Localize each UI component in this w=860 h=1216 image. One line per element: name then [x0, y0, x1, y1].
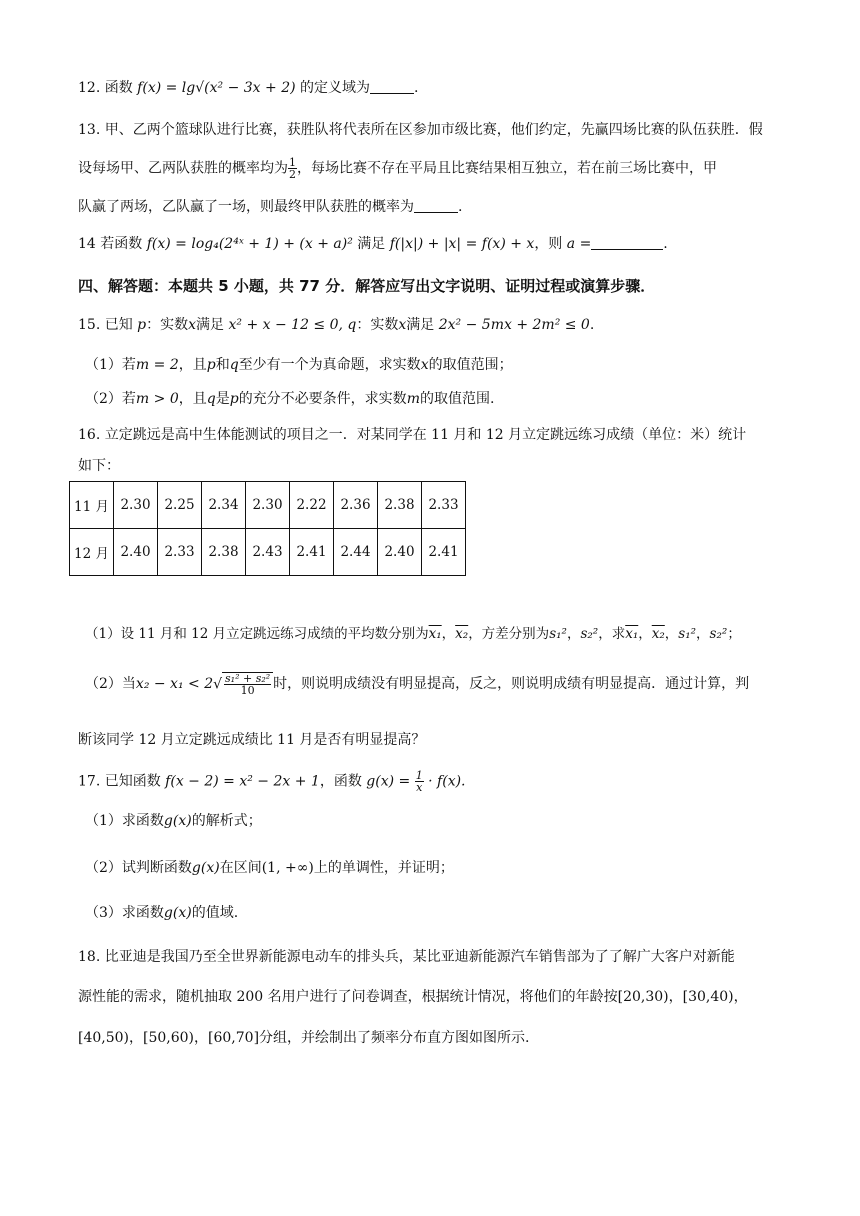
formula: s₂² — [580, 626, 599, 642]
variable: x — [420, 357, 429, 373]
formula: m > 0 — [135, 391, 179, 407]
punctuation: ， — [566, 626, 581, 642]
table-cell: 2.25 — [158, 482, 202, 529]
question-text: 的定义域为 — [300, 80, 371, 96]
fraction-numerator: 1 — [415, 769, 423, 782]
question-text: 是 — [215, 391, 230, 407]
question-text: 在区间 — [219, 860, 262, 876]
formula: g(x) — [163, 905, 192, 921]
variable: q — [229, 357, 239, 373]
variable: m — [406, 391, 420, 407]
fraction-numerator: s₁² + s₂² — [225, 672, 271, 685]
fraction-denominator: 10 — [240, 684, 255, 697]
question-15 — [78, 315, 594, 335]
table-row — [70, 482, 466, 529]
question-text: ，函数 — [319, 773, 362, 790]
formula: x² + x − 12 ≤ 0, q — [228, 317, 357, 333]
question-text: . — [589, 317, 595, 333]
question-text: 的值域. — [191, 905, 239, 921]
formula: g(x) = — [366, 773, 411, 790]
question-text: 若函数 — [100, 236, 143, 252]
square-root: √ $\frac{\text{s₁² + s₂²}}{10}$ — [213, 672, 273, 696]
question-text: 的取值范围. — [419, 391, 495, 407]
question-text: 的取值范围； — [428, 357, 513, 373]
question-16-part-2 — [85, 672, 749, 696]
question-13-line-2 — [78, 157, 717, 180]
table-cell: 2.41 — [290, 529, 334, 576]
table-cell: 2.33 — [158, 529, 202, 576]
formula: [30,40) — [682, 989, 734, 1005]
question-text: （2）当 — [85, 676, 136, 692]
formula: s₁² — [549, 626, 567, 642]
question-text: 的充分不必要条件，求实数 — [238, 391, 407, 407]
formula: g(x) — [191, 860, 220, 876]
question-18-line-1: 18. 比亚迪是我国乃至全世界新能源电动车的排头兵，某比亚迪新能源汽车销售部为了了解广大客户对新能 — [78, 949, 735, 965]
formula: x₁ — [428, 626, 442, 642]
formula: [50,60) — [143, 1030, 195, 1046]
table-cell: 2.40 — [114, 529, 158, 576]
fraction — [224, 673, 271, 696]
question-text: 的解析式； — [191, 813, 262, 829]
formula: [20,30) — [617, 989, 669, 1005]
answer-blank — [591, 235, 663, 250]
formula: f(x − 2) = x² − 2x + 1 — [165, 773, 320, 790]
question-text: （3）求函数 — [85, 905, 164, 921]
question-17-part-3 — [85, 903, 238, 923]
answer-blank — [414, 198, 458, 213]
fraction — [288, 157, 297, 180]
question-text: 时，则说明成绩没有明显提高，反之，则说明成绩有明显提高．通过计算，判 — [273, 676, 750, 692]
variable: p — [137, 317, 147, 333]
question-16-part-1 — [85, 624, 741, 644]
punctuation: ， — [194, 1030, 209, 1046]
question-text: 和 — [215, 357, 230, 373]
table-cell: 2.41 — [422, 529, 466, 576]
table-cell: 2.22 — [290, 482, 334, 529]
question-text: 函数 — [104, 80, 133, 96]
scores-table — [69, 481, 466, 576]
question-17-part-2 — [85, 858, 454, 878]
question-text: （2）若 — [85, 391, 136, 407]
question-text: 满足 — [357, 236, 386, 252]
punctuation: ； — [727, 626, 741, 642]
formula: · f(x). — [428, 773, 466, 790]
question-text: （1）若 — [85, 357, 136, 373]
fraction-denominator: 2 — [289, 168, 296, 181]
question-text: （1）求函数 — [85, 813, 164, 829]
formula: s₂² — [709, 626, 728, 642]
formula: x₂ − x₁ < 2 — [135, 676, 214, 692]
question-text: 17. 已知函数 — [78, 773, 161, 790]
row-label: 12 月 — [70, 529, 114, 576]
formula: 2x² − 5mx + 2m² ≤ 0 — [438, 317, 590, 333]
question-13-line-1: 13. 甲、乙两个篮球队进行比赛，获胜队将代表所在区参加市级比赛，他们约定，先赢四场比赛的队伍获胜．假 — [78, 122, 763, 138]
question-text: 源性能的需求，随机抽取 200 名用户进行了问卷调查，根据统计情况，将他们的年龄按 — [78, 989, 618, 1005]
table-cell: 2.38 — [202, 529, 246, 576]
question-17-part-1 — [85, 811, 262, 831]
punctuation: ， — [733, 989, 748, 1005]
question-text: 15. 已知 — [78, 317, 133, 333]
formula: m = 2 — [135, 357, 179, 373]
question-17 — [78, 770, 466, 793]
table-cell: 2.34 — [202, 482, 246, 529]
table-cell: 2.33 — [422, 482, 466, 529]
table-cell: 2.44 — [334, 529, 378, 576]
formula: f(|x|) + |x| = f(x) + x — [389, 236, 535, 252]
punctuation: ， — [129, 1030, 144, 1046]
table-cell: 2.36 — [334, 482, 378, 529]
table-cell: 2.38 — [378, 482, 422, 529]
question-text: ，且 — [178, 391, 207, 407]
formula: f(x) = lg√(x² − 3x + 2) — [137, 80, 296, 96]
question-number: 14 — [78, 236, 96, 252]
formula: g(x) — [163, 813, 192, 829]
punctuation: ， — [441, 626, 456, 642]
punctuation: ， — [696, 626, 710, 642]
punctuation: ， — [668, 989, 683, 1005]
question-text: （2）试判断函数 — [85, 860, 192, 876]
table-cell: 2.43 — [246, 529, 290, 576]
question-15-part-2 — [85, 389, 494, 409]
variable: x — [188, 317, 197, 333]
formula: f(x) = log₄(2⁴ˣ + 1) + (x + a)² — [146, 236, 353, 252]
variable: q — [206, 391, 216, 407]
variable: p — [229, 391, 239, 407]
table-cell: 2.30 — [246, 482, 290, 529]
punctuation: ， — [638, 626, 652, 642]
section-heading: 四、解答题：本题共 5 小题，共 77 分．解答应写出文字说明、证明过程或演算步骤． — [78, 277, 656, 295]
question-18-line-3 — [78, 1028, 530, 1048]
question-text: ，且 — [178, 357, 207, 373]
question-number: 12. — [78, 80, 101, 96]
punctuation: ， — [664, 626, 679, 642]
formula: a = — [566, 236, 592, 252]
question-16-line-1: 16. 立定跳远是高中生体能测试的项目之一．对某同学在 11 月和 12 月立定跳远练习成绩（单位：米）统计 — [78, 427, 747, 443]
question-text: 满足 — [406, 317, 435, 333]
question-text: ，每场比赛不存在平局且比赛结果相互独立，若在前三场比赛中，甲 — [297, 160, 717, 177]
row-label: 11 月 — [70, 482, 114, 529]
question-text: ：实数 — [146, 317, 189, 333]
fraction-numerator: 1 — [289, 156, 296, 169]
formula: [40,50) — [78, 1030, 130, 1046]
question-text: ，方差分别为 — [468, 626, 550, 642]
variable: p — [206, 357, 216, 373]
answer-blank — [370, 79, 414, 94]
formula: x₂ — [651, 626, 665, 642]
question-text: 设每场甲、乙两队获胜的概率均为 — [78, 160, 288, 177]
table-cell: 2.40 — [378, 529, 422, 576]
formula: (1, +∞) — [261, 860, 314, 876]
fraction — [415, 770, 424, 793]
table-cell: 2.30 — [114, 482, 158, 529]
question-text: 满足 — [196, 317, 225, 333]
formula: x₂ — [455, 626, 469, 642]
fraction-denominator: x — [416, 781, 423, 794]
question-14: 14 若函数 f(x) = log₄(2⁴ˣ + 1) + (x + a)² 满足 f(|x|) + |x| = f(x) + x，则 a = . — [78, 236, 668, 252]
formula: [60,70] — [208, 1030, 260, 1046]
question-text: （1）设 11 月和 12 月立定跳远练习成绩的平均数分别为 — [85, 626, 429, 642]
formula: s₁² — [678, 626, 697, 642]
question-text: 队赢了两场，乙队赢了一场，则最终甲队获胜的概率为 — [78, 199, 414, 215]
variable: x — [398, 317, 407, 333]
question-text: ，则 — [534, 236, 563, 252]
question-text: ，求 — [598, 626, 626, 642]
question-16-part-2-cont: 断该同学 12 月立定跳远成绩比 11 月是否有明显提高？ — [78, 732, 426, 748]
question-16-line-2: 如下： — [78, 458, 120, 474]
question-18-line-2 — [78, 987, 748, 1007]
question-12: 12. 函数 f(x) = lg√(x² − 3x + 2) 的定义域为 . — [78, 80, 419, 96]
question-text: 分组，并绘制出了频率分布直方图如图所示. — [259, 1030, 530, 1046]
table-row — [70, 529, 466, 576]
question-text: 上的单调性，并证明； — [313, 860, 454, 876]
formula: x₁ — [625, 626, 639, 642]
question-text: 至少有一个为真命题，求实数 — [238, 357, 421, 373]
question-text: ：实数 — [356, 317, 399, 333]
question-15-part-1 — [85, 355, 513, 375]
question-13-line-3: 队赢了两场，乙队赢了一场，则最终甲队获胜的概率为 . — [78, 199, 463, 215]
